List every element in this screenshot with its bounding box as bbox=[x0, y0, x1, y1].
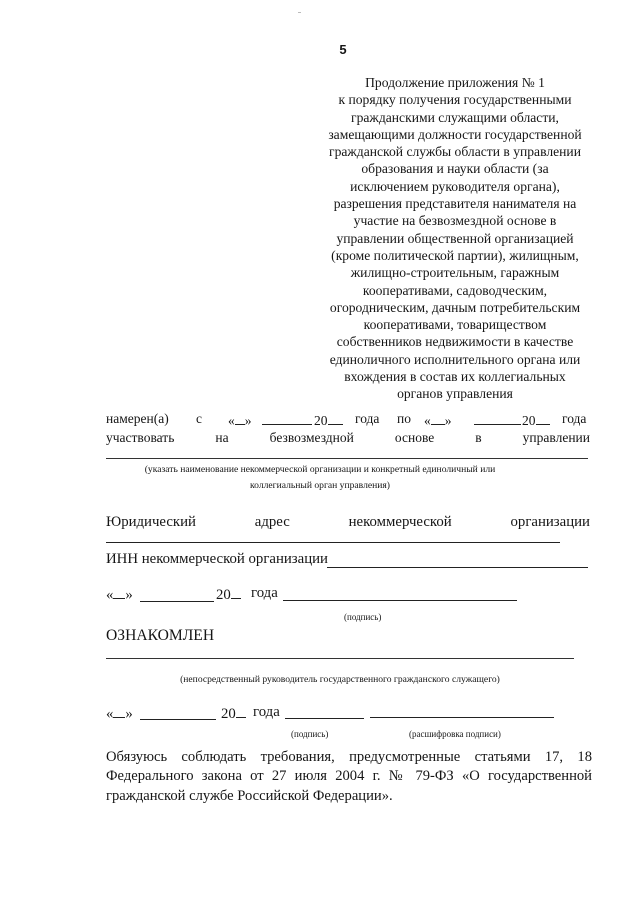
end-day-field[interactable] bbox=[424, 411, 452, 429]
sign-year-field[interactable] bbox=[216, 585, 241, 604]
open-quote: « bbox=[228, 413, 235, 428]
word: управлении bbox=[522, 430, 590, 445]
open-quote: « bbox=[106, 706, 114, 722]
pledge-paragraph bbox=[106, 748, 592, 806]
org-caption-2: коллегиальный орган управления) bbox=[250, 480, 390, 491]
pledge-line: Федерального закона от 27 июля 2004 г. № 79-ФЗ «О государственной bbox=[106, 768, 592, 785]
header-line: участие на безвозмездной основе в bbox=[353, 213, 557, 229]
org-caption-1: (указать наименование некоммерческой организации и конкретный единоличный или bbox=[144, 464, 496, 475]
close-quote: » bbox=[125, 587, 133, 603]
ack-signature-caption: (подпись) bbox=[291, 729, 329, 739]
signature-caption: (подпись) bbox=[344, 612, 382, 622]
start-day-blank[interactable] bbox=[235, 411, 245, 425]
word: некоммерческой bbox=[348, 514, 452, 530]
ack-decoding-caption: (расшифровка подписи) bbox=[409, 729, 501, 739]
inn-input-line[interactable] bbox=[327, 567, 588, 568]
legal-address-row bbox=[106, 514, 590, 531]
header-line: гражданскими служащими области, bbox=[351, 109, 559, 125]
appendix-header bbox=[300, 74, 610, 403]
year-label: года bbox=[355, 411, 380, 426]
ack-decoding-line[interactable] bbox=[370, 717, 554, 718]
start-year-field[interactable] bbox=[314, 411, 343, 429]
header-line: управлении общественной организацией bbox=[336, 230, 574, 246]
word: Юридический bbox=[106, 514, 196, 530]
start-year-blank[interactable] bbox=[328, 411, 343, 425]
open-quote: « bbox=[106, 587, 114, 603]
header-line: собственников недвижимости в качестве bbox=[336, 334, 574, 350]
ack-day-field[interactable] bbox=[106, 704, 133, 723]
org-name-line[interactable] bbox=[106, 458, 588, 459]
century-label: 20 bbox=[522, 413, 536, 428]
century-label: 20 bbox=[216, 587, 231, 603]
header-line: замещающими должности государственной bbox=[328, 126, 582, 142]
year-label: года bbox=[251, 585, 278, 601]
word: адрес bbox=[254, 514, 290, 530]
pledge-line: гражданской службе Российской Федерации». bbox=[106, 787, 393, 804]
legal-address-line[interactable] bbox=[106, 542, 560, 543]
word: организации bbox=[510, 514, 590, 530]
ack-month-line[interactable] bbox=[140, 719, 216, 720]
end-year-blank[interactable] bbox=[536, 411, 550, 425]
ack-day-blank[interactable] bbox=[113, 704, 125, 718]
header-line: образования и науки области (за bbox=[361, 161, 549, 177]
header-line: органов управления bbox=[397, 386, 513, 402]
start-day-field[interactable] bbox=[228, 411, 252, 429]
header-line: кооперативами, садоводческим, bbox=[362, 282, 548, 298]
sign-day-blank[interactable] bbox=[113, 585, 125, 599]
ack-year-blank[interactable] bbox=[236, 704, 246, 718]
signature-line[interactable] bbox=[283, 600, 517, 601]
header-line: гражданской службы области в управлении bbox=[329, 144, 581, 160]
scan-mark bbox=[298, 12, 301, 13]
header-line: Продолжение приложения № 1 bbox=[365, 75, 545, 90]
close-quote: » bbox=[444, 413, 452, 428]
year-label: года bbox=[253, 704, 280, 720]
start-month-blank[interactable] bbox=[262, 411, 312, 425]
close-quote: » bbox=[125, 706, 133, 722]
word: участвовать bbox=[106, 430, 175, 445]
century-label: 20 bbox=[314, 413, 328, 428]
year-label: года bbox=[562, 411, 587, 426]
header-line: огородническим, дачным потребительским bbox=[329, 299, 581, 315]
inn-label: ИНН некоммерческой организации bbox=[106, 551, 328, 567]
close-quote: » bbox=[244, 413, 252, 428]
header-line: вхождения в состав их коллегиальных bbox=[344, 369, 566, 385]
sign-month-line[interactable] bbox=[140, 601, 214, 602]
end-month-field[interactable] bbox=[474, 411, 521, 430]
to-label: по bbox=[397, 411, 411, 426]
pledge-line: Обязуюсь соблюдать требования, предусмотренные статьями 17, 18 bbox=[106, 749, 592, 765]
start-month-field[interactable] bbox=[262, 411, 312, 430]
end-year-field[interactable] bbox=[522, 411, 550, 429]
header-line: (кроме политической партии), жилищным, bbox=[331, 247, 579, 263]
word: на bbox=[215, 430, 229, 445]
header-line: единоличного исполнительного органа или bbox=[329, 351, 581, 367]
word: безвозмездной bbox=[269, 430, 354, 445]
word: в bbox=[475, 430, 482, 445]
page-number: 5 bbox=[339, 42, 347, 57]
header-line: к порядку получения государственными bbox=[338, 92, 572, 108]
manager-caption: (непосредственный руководитель государственного гражданского служащего) bbox=[180, 674, 500, 685]
sign-day-field[interactable] bbox=[106, 585, 133, 604]
acquainted-label: ОЗНАКОМЛЕН bbox=[106, 627, 215, 644]
end-day-blank[interactable] bbox=[431, 411, 445, 425]
header-line: жилищно-строительным, гаражным bbox=[350, 265, 560, 281]
from-label: с bbox=[196, 411, 202, 426]
header-line: кооперативами, товариществом bbox=[363, 317, 547, 333]
header-line: исключением руководителя органа), bbox=[350, 178, 560, 194]
intend-label: намерен(а) bbox=[106, 411, 169, 426]
end-month-blank[interactable] bbox=[474, 411, 521, 425]
ack-signature-line[interactable] bbox=[285, 718, 364, 719]
ack-year-field[interactable] bbox=[221, 704, 246, 723]
open-quote: « bbox=[424, 413, 431, 428]
sign-year-blank[interactable] bbox=[231, 585, 241, 599]
manager-line[interactable] bbox=[106, 658, 574, 659]
word: основе bbox=[394, 430, 435, 445]
header-line: разрешения представителя нанимателя на bbox=[333, 196, 577, 212]
participation-row bbox=[106, 430, 590, 446]
century-label: 20 bbox=[221, 706, 236, 722]
